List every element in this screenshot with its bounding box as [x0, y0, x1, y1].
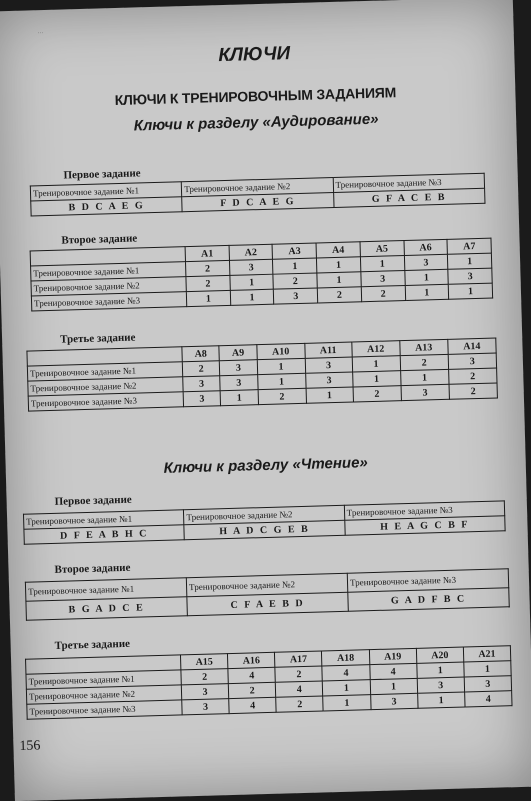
column-header: A12	[351, 341, 400, 357]
column-header: A13	[399, 339, 448, 355]
reading-task1-table	[23, 500, 506, 544]
answer-cell: 2	[448, 368, 497, 384]
answer-cell: F D C A E G	[182, 192, 334, 211]
answer-cell: 2	[228, 682, 276, 698]
answer-cell: 3	[404, 254, 448, 270]
answer-cell: 2	[182, 361, 220, 377]
answer-cell: 2	[449, 383, 498, 399]
answer-cell: 1	[448, 283, 492, 299]
answer-cell: 1	[317, 272, 361, 288]
answer-cell: 1	[317, 257, 361, 273]
table-header-cell: Тренировочное задание №2	[182, 177, 334, 196]
column-header: A18	[322, 650, 370, 666]
answer-cell: 2	[185, 260, 229, 276]
answer-cell: 1	[230, 274, 274, 290]
row-label: Тренировочное задание №1	[27, 362, 182, 381]
page-header-fragment: ...	[37, 28, 44, 36]
page-subtitle: КЛЮЧИ К ТРЕНИРОВОЧНЫМ ЗАДАНИЯМ	[114, 84, 397, 109]
answer-cell: 2	[186, 275, 230, 291]
column-header: A1	[185, 245, 229, 261]
answer-cell: 1	[400, 369, 449, 385]
reading-section-title: Ключи к разделу «Чтение»	[163, 454, 369, 477]
table-header-cell: Тренировочное задание №3	[344, 501, 505, 520]
answer-cell: H A D C G E B	[184, 520, 345, 539]
listening-task1-label: Первое задание	[63, 167, 141, 182]
table-header-cell: Тренировочное задание №3	[347, 569, 508, 592]
answer-cell: G F A C E B	[333, 188, 485, 207]
column-header: A9	[219, 345, 257, 361]
row-label: Тренировочное задание №3	[27, 700, 182, 719]
listening-task3-table	[26, 337, 498, 411]
answer-cell: 2	[276, 696, 324, 712]
row-label: Тренировочное задание №2	[31, 277, 186, 296]
answer-cell: 3	[220, 360, 258, 376]
listening-task3-label: Третье задание	[59, 331, 136, 346]
answer-cell: 3	[361, 271, 405, 287]
column-header: A17	[275, 651, 323, 667]
answer-cell: 3	[417, 677, 465, 693]
listening-task2-table	[30, 238, 494, 312]
answer-cell: 4	[229, 697, 277, 713]
column-header: A21	[463, 646, 511, 662]
answer-cell: 2	[258, 388, 307, 404]
answer-cell: 1	[417, 692, 465, 708]
column-header: A7	[447, 238, 491, 254]
column-header: A15	[180, 654, 228, 670]
answer-cell: 3	[183, 391, 221, 407]
answer-cell: B D C A E G	[31, 197, 183, 216]
answer-cell: 1	[417, 662, 465, 678]
table-header-cell: Тренировочное задание №2	[184, 505, 345, 524]
column-header: A3	[272, 243, 316, 259]
page-number: 156	[19, 738, 41, 754]
row-label: Тренировочное задание №2	[28, 377, 183, 396]
answer-cell: 1	[257, 358, 306, 374]
answer-cell: 3	[183, 376, 221, 392]
answer-cell: 3	[220, 375, 258, 391]
answer-cell: 3	[448, 268, 492, 284]
column-header: A11	[305, 342, 352, 358]
answer-cell: 1	[273, 258, 317, 274]
row-label: Тренировочное задание №1	[26, 670, 181, 689]
answer-cell: B G A D C E	[26, 597, 187, 620]
answer-cell: 4	[322, 665, 370, 681]
table-header-cell: Тренировочное задание №1	[30, 182, 182, 201]
answer-cell: 2	[400, 354, 449, 370]
column-header: A16	[228, 652, 276, 668]
answer-cell: 1	[323, 680, 371, 696]
answer-cell: 1	[257, 373, 306, 389]
answer-cell: 2	[353, 386, 402, 402]
answer-cell: 2	[275, 666, 323, 682]
reading-task1-label: Первое задание	[54, 493, 132, 508]
answer-cell: 4	[276, 681, 324, 697]
column-header: A2	[229, 244, 273, 260]
answer-cell: 3	[182, 699, 230, 715]
column-header: A5	[360, 241, 404, 257]
table-header-cell: Тренировочное задание №2	[186, 573, 347, 596]
answer-cell: 3	[401, 384, 450, 400]
reading-task3-table	[25, 645, 513, 720]
answer-cell: 1	[360, 256, 404, 272]
answer-cell: 1	[464, 661, 512, 677]
answer-cell: C F A E B D	[187, 592, 348, 615]
page-title: КЛЮЧИ	[218, 43, 291, 67]
listening-task2-label: Второе задание	[61, 232, 138, 247]
answer-cell: 3	[181, 684, 229, 700]
answer-cell: D F E A B H C	[24, 525, 185, 544]
reading-task2-label: Второе задание	[54, 561, 131, 576]
row-label: Тренировочное задание №2	[26, 685, 181, 704]
row-label: Тренировочное задание №1	[31, 262, 186, 281]
answer-cell: 2	[361, 286, 405, 302]
answer-cell: 3	[464, 676, 512, 692]
answer-cell: 1	[352, 356, 401, 372]
answer-cell: 2	[181, 669, 229, 685]
reading-task3-label: Третье задание	[54, 637, 131, 652]
column-header: A14	[448, 338, 497, 354]
table-header-cell: Тренировочное задание №1	[23, 510, 184, 529]
answer-cell: 2	[273, 273, 317, 289]
column-header: A8	[182, 346, 220, 362]
answer-cell: 3	[305, 372, 352, 388]
answer-cell: 3	[448, 353, 497, 369]
answer-cell: 4	[228, 667, 276, 683]
answer-cell: 1	[405, 284, 449, 300]
answer-cell: 1	[186, 290, 230, 306]
row-label: Тренировочное задание №3	[31, 292, 186, 311]
answer-cell: 3	[274, 288, 318, 304]
answer-cell: 3	[370, 693, 418, 709]
column-header: A10	[256, 343, 305, 359]
answer-cell: 1	[220, 390, 258, 406]
answer-cell: 1	[404, 269, 448, 285]
answer-cell: 1	[370, 678, 418, 694]
answer-cell: 3	[305, 357, 352, 373]
table-header-cell: Тренировочное задание №1	[25, 578, 186, 601]
column-header: A4	[316, 242, 360, 258]
answer-cell: 1	[448, 253, 492, 269]
answer-cell: 3	[229, 259, 273, 275]
answer-cell: 1	[352, 371, 401, 387]
column-header: A20	[416, 647, 464, 663]
answer-cell: 1	[323, 695, 371, 711]
reading-task2-table	[25, 568, 510, 620]
column-header: A19	[369, 648, 417, 664]
row-label: Тренировочное задание №3	[28, 392, 183, 411]
column-header: A6	[404, 239, 448, 255]
answer-cell: 1	[306, 387, 353, 403]
answer-cell: H E A G C B F	[344, 516, 505, 535]
answer-cell: 1	[230, 289, 274, 305]
listening-section-title: Ключи к разделу «Аудирование»	[133, 110, 379, 135]
answer-cell: 4	[369, 663, 417, 679]
table-header-cell: Тренировочное задание №3	[333, 173, 485, 192]
answer-cell: G A D F B C	[348, 588, 509, 611]
answer-cell: 2	[317, 287, 361, 303]
answer-cell: 4	[464, 691, 512, 707]
